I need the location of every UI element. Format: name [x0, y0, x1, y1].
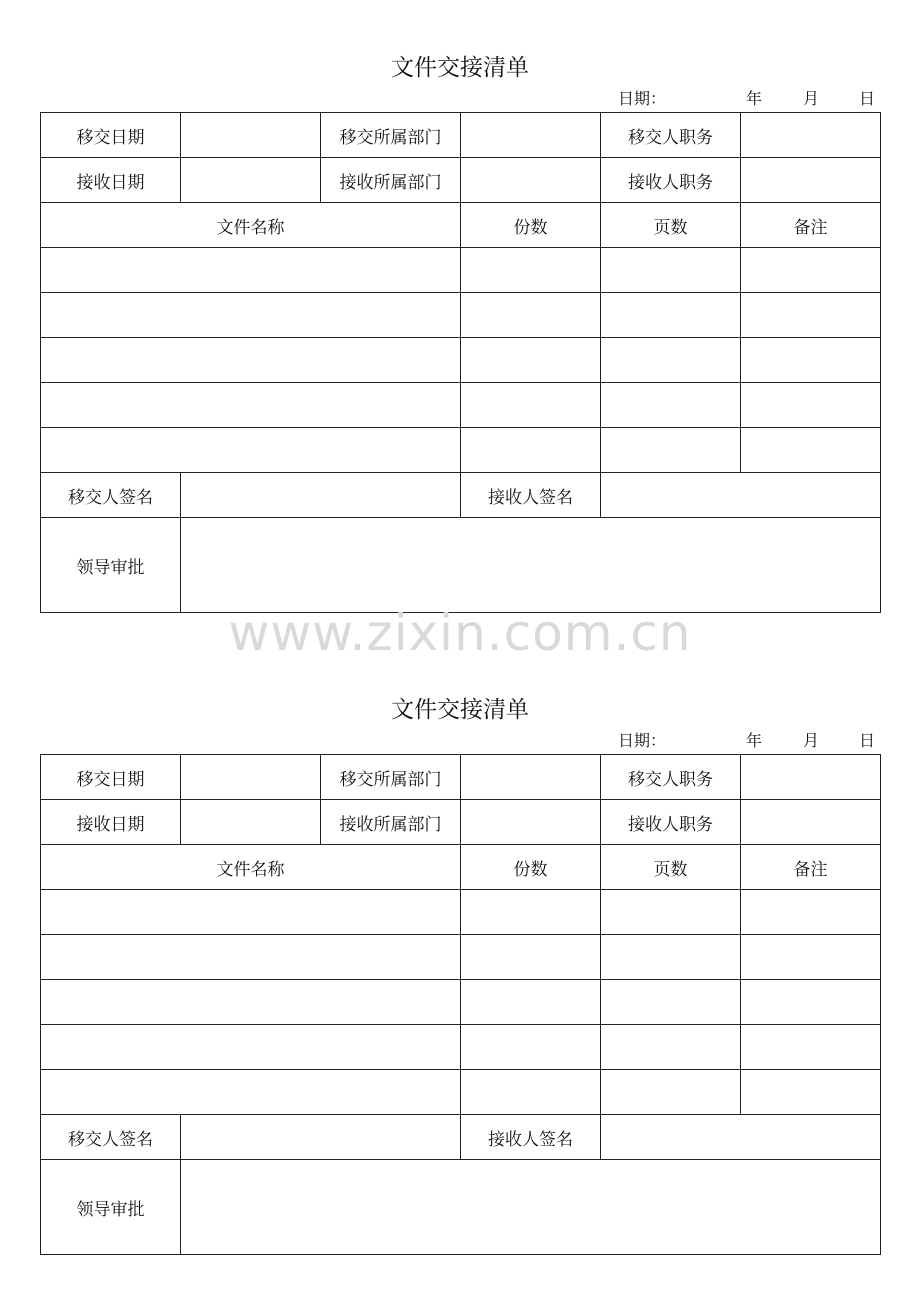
copies-cell[interactable] [461, 428, 601, 473]
copies-cell[interactable] [461, 1070, 601, 1115]
column-header-row [41, 203, 881, 248]
pages-cell[interactable] [601, 248, 741, 293]
file-name-cell[interactable] [41, 338, 461, 383]
handover-position-field[interactable] [741, 113, 881, 158]
file-name-cell[interactable] [41, 248, 461, 293]
copies-cell[interactable] [461, 338, 601, 383]
file-name-cell[interactable] [41, 293, 461, 338]
receive-sign-label: 接收人签名 [461, 473, 601, 518]
approval-label: 领导审批 [41, 518, 181, 613]
handover-position-field[interactable] [741, 755, 881, 800]
remarks-cell[interactable] [741, 980, 881, 1025]
receive-dept-field[interactable] [461, 800, 601, 845]
receive-info-row [41, 800, 881, 845]
remarks-cell[interactable] [741, 428, 881, 473]
file-row [41, 980, 881, 1025]
pages-cell[interactable] [601, 428, 741, 473]
handover-sign-field[interactable] [181, 473, 461, 518]
file-name-cell[interactable] [41, 428, 461, 473]
pages-cell[interactable] [601, 383, 741, 428]
remarks-cell[interactable] [741, 383, 881, 428]
copies-cell[interactable] [461, 383, 601, 428]
date-label: 日期： [618, 731, 667, 750]
receive-position-label: 接收人职务 [601, 800, 741, 845]
file-row [41, 338, 881, 383]
date-month-label: 月 [803, 731, 820, 750]
approval-row [41, 518, 881, 613]
receive-dept-label: 接收所属部门 [321, 800, 461, 845]
receive-dept-label: 接收所属部门 [321, 158, 461, 203]
date-line [40, 730, 880, 752]
file-row [41, 1025, 881, 1070]
handover-dept-label: 移交所属部门 [321, 755, 461, 800]
file-row [41, 383, 881, 428]
file-name-cell[interactable] [41, 890, 461, 935]
handover-sign-label: 移交人签名 [41, 473, 181, 518]
handover-dept-label: 移交所属部门 [321, 113, 461, 158]
col-header-pages: 页数 [601, 845, 741, 890]
remarks-cell[interactable] [741, 935, 881, 980]
handover-date-label: 移交日期 [41, 755, 181, 800]
col-header-remarks: 备注 [741, 845, 881, 890]
receive-dept-field[interactable] [461, 158, 601, 203]
receive-position-label: 接收人职务 [601, 158, 741, 203]
receive-sign-field[interactable] [601, 473, 881, 518]
file-row [41, 293, 881, 338]
handover-table [40, 112, 881, 613]
handover-date-field[interactable] [181, 755, 321, 800]
pages-cell[interactable] [601, 1070, 741, 1115]
receive-date-field[interactable] [181, 158, 321, 203]
copies-cell[interactable] [461, 1025, 601, 1070]
pages-cell[interactable] [601, 935, 741, 980]
col-header-file-name: 文件名称 [41, 203, 461, 248]
file-row [41, 890, 881, 935]
col-header-copies: 份数 [461, 845, 601, 890]
pages-cell[interactable] [601, 1025, 741, 1070]
handover-info-row [41, 113, 881, 158]
signature-row [41, 1115, 881, 1160]
handover-date-label: 移交日期 [41, 113, 181, 158]
date-label: 日期： [618, 89, 667, 108]
copies-cell[interactable] [461, 248, 601, 293]
file-name-cell[interactable] [41, 935, 461, 980]
col-header-remarks: 备注 [741, 203, 881, 248]
receive-date-label: 接收日期 [41, 800, 181, 845]
file-name-cell[interactable] [41, 1025, 461, 1070]
file-row [41, 935, 881, 980]
receive-date-label: 接收日期 [41, 158, 181, 203]
col-header-file-name: 文件名称 [41, 845, 461, 890]
copies-cell[interactable] [461, 980, 601, 1025]
receive-info-row [41, 158, 881, 203]
approval-row [41, 1160, 881, 1255]
remarks-cell[interactable] [741, 1070, 881, 1115]
date-year-label: 年 [746, 89, 763, 108]
pages-cell[interactable] [601, 293, 741, 338]
handover-position-label: 移交人职务 [601, 755, 741, 800]
copies-cell[interactable] [461, 935, 601, 980]
form-title: 文件交接清单 [391, 697, 529, 723]
handover-dept-field[interactable] [461, 113, 601, 158]
date-day-label: 日 [859, 731, 876, 750]
pages-cell[interactable] [601, 338, 741, 383]
receive-sign-label: 接收人签名 [461, 1115, 601, 1160]
file-row [41, 248, 881, 293]
column-header-row [41, 845, 881, 890]
remarks-cell[interactable] [741, 338, 881, 383]
handover-date-field[interactable] [181, 113, 321, 158]
receive-sign-field[interactable] [601, 1115, 881, 1160]
remarks-cell[interactable] [741, 890, 881, 935]
receive-position-field[interactable] [741, 158, 881, 203]
date-day-label: 日 [859, 89, 876, 108]
handover-sign-field[interactable] [181, 1115, 461, 1160]
handover-dept-field[interactable] [461, 755, 601, 800]
handover-table [40, 754, 881, 1255]
signature-row [41, 473, 881, 518]
date-year-label: 年 [746, 731, 763, 750]
copies-cell[interactable] [461, 293, 601, 338]
date-line [40, 88, 880, 110]
date-month-label: 月 [803, 89, 820, 108]
remarks-cell[interactable] [741, 293, 881, 338]
handover-info-row [41, 755, 881, 800]
col-header-copies: 份数 [461, 203, 601, 248]
approval-label: 领导审批 [41, 1160, 181, 1255]
file-row [41, 428, 881, 473]
approval-field[interactable] [181, 1160, 881, 1255]
remarks-cell[interactable] [741, 248, 881, 293]
col-header-pages: 页数 [601, 203, 741, 248]
file-name-cell[interactable] [41, 1070, 461, 1115]
handover-sign-label: 移交人签名 [41, 1115, 181, 1160]
pages-cell[interactable] [601, 980, 741, 1025]
approval-field[interactable] [181, 518, 881, 613]
copies-cell[interactable] [461, 890, 601, 935]
remarks-cell[interactable] [741, 1025, 881, 1070]
watermark: www.zixin.com.cn [228, 604, 692, 662]
receive-position-field[interactable] [741, 800, 881, 845]
file-name-cell[interactable] [41, 980, 461, 1025]
file-row [41, 1070, 881, 1115]
pages-cell[interactable] [601, 890, 741, 935]
handover-position-label: 移交人职务 [601, 113, 741, 158]
receive-date-field[interactable] [181, 800, 321, 845]
form-title: 文件交接清单 [391, 55, 529, 81]
file-name-cell[interactable] [41, 383, 461, 428]
